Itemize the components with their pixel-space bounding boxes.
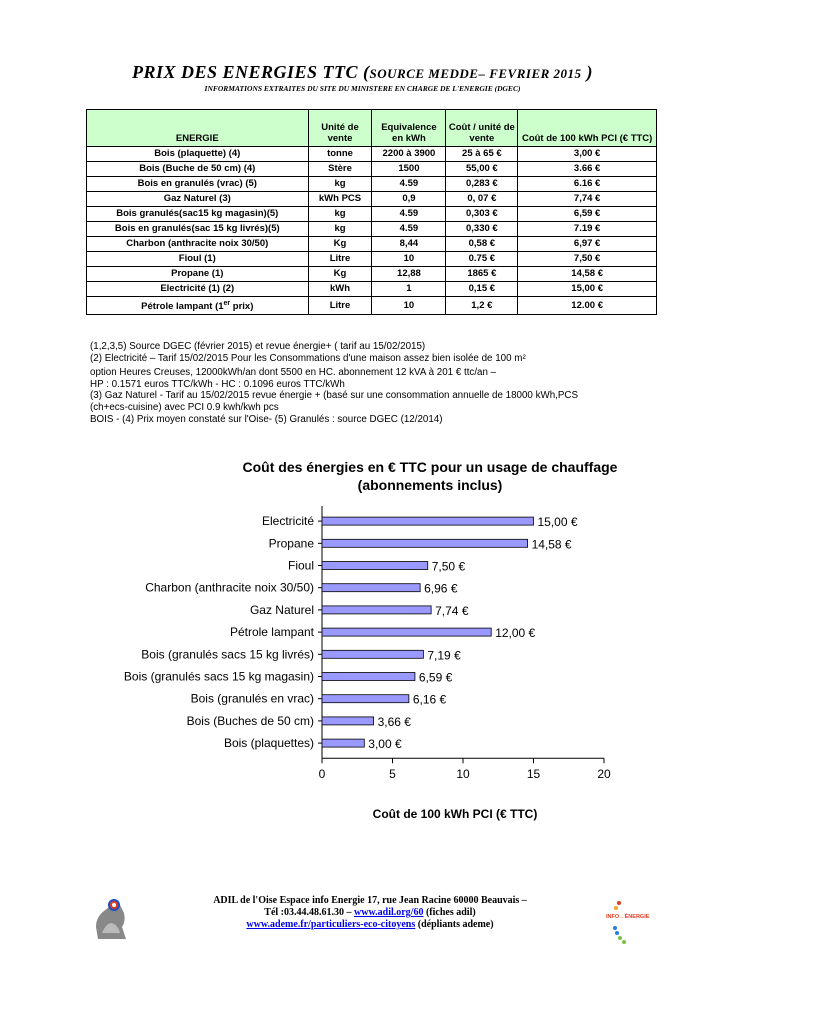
table-cell: 1 — [372, 282, 446, 297]
data-label: 7,74 € — [435, 603, 469, 618]
table-cell: 6.16 € — [518, 177, 657, 192]
table-cell: 0,303 € — [446, 207, 518, 222]
table-cell: 1,2 € — [446, 297, 518, 315]
table-cell: 55,00 € — [446, 162, 518, 177]
table-cell: 7.19 € — [518, 222, 657, 237]
table-cell: 3.66 € — [518, 162, 657, 177]
note-line: (2) Electricité – Tarif 15/02/2015 Pour les Consommations d'une maison assez bien isolée de 100 m² — [90, 352, 526, 364]
table-cell: Bois (Buche de 50 cm) (4) — [87, 162, 309, 177]
header-equivalence: Equivalence en kWh — [372, 110, 446, 147]
table-row — [87, 282, 657, 297]
table-cell: 12.00 € — [518, 297, 657, 315]
category-label: Charbon (anthracite noix 30/50) — [145, 580, 314, 595]
bar — [322, 584, 420, 592]
category-label: Propane — [268, 536, 314, 551]
header-cout-100kwh: Coût de 100 kWh PCI (€ TTC) — [518, 110, 657, 147]
category-label: Fioul — [287, 558, 314, 573]
footer — [130, 895, 610, 931]
note-line: (1,2,3,5) Source DGEC (février 2015) et revue énergie+ ( tarif au 15/02/2015) — [90, 341, 426, 352]
table-cell: 14,58 € — [518, 267, 657, 282]
table-cell: Litre — [308, 252, 372, 267]
data-label: 3,66 € — [377, 714, 411, 729]
table-cell: kg — [308, 207, 372, 222]
x-tick-label: 15 — [526, 767, 541, 782]
footnotes — [90, 341, 650, 425]
header-energie: ENERGIE — [87, 110, 309, 147]
table-cell: 2200 à 3900 — [372, 147, 446, 162]
table-cell: 4.59 — [372, 207, 446, 222]
table-row — [87, 252, 657, 267]
category-label: Gaz Naturel — [249, 602, 314, 617]
category-label: Bois (granulés en vrac) — [190, 691, 314, 706]
x-axis-label: Coût de 100 kWh PCI (€ TTC) — [372, 807, 538, 821]
table-cell: 12,88 — [372, 267, 446, 282]
prices-table — [86, 109, 657, 315]
table-row — [87, 162, 657, 177]
info-energie-logo — [605, 900, 650, 949]
table-cell: Bois (plaquette) (4) — [87, 147, 309, 162]
table-cell: 6,59 € — [518, 207, 657, 222]
footer-contact: Tél :03.44.48.61.30 – www.adil.org/60 (fiches adil) — [264, 907, 476, 918]
table-cell: kWh PCS — [308, 192, 372, 207]
table-cell: 25 à 65 € — [446, 147, 518, 162]
header-unite: Unité de vente — [308, 110, 372, 147]
table-row — [87, 147, 657, 162]
table-cell: 0.75 € — [446, 252, 518, 267]
table-row — [87, 222, 657, 237]
table-cell: 0,283 € — [446, 177, 518, 192]
table-cell: 3,00 € — [518, 147, 657, 162]
table-cell: kWh — [308, 282, 372, 297]
bar — [322, 739, 364, 747]
table-cell: 7,50 € — [518, 252, 657, 267]
table-header-row — [87, 110, 657, 147]
table-cell: Charbon (anthracite noix 30/50) — [87, 237, 309, 252]
x-tick-label: 20 — [597, 767, 611, 782]
bar — [322, 539, 528, 547]
table-cell: Kg — [308, 237, 372, 252]
x-tick-label: 5 — [389, 767, 396, 782]
category-label: Bois (plaquettes) — [223, 736, 314, 751]
ademe-link[interactable]: www.ademe.fr/particuliers-eco-citoyens — [246, 919, 416, 930]
chart-plot — [85, 455, 645, 805]
data-label: 12,00 € — [495, 626, 536, 641]
note-line: (ch+ecs-cuisine) avec PCI 0.9 kwh/kwh pcs — [90, 401, 279, 413]
table-cell: 4.59 — [372, 177, 446, 192]
page-title: PRIX DES ENERGIES TTC (SOURCE MEDDE– FEVRIER 2015 ) — [131, 62, 594, 82]
bar — [322, 717, 374, 725]
note-line: (3) Gaz Naturel - Tarif au 15/02/2015 revue énergie + (basé sur une consommation annuelle de 18000 kWh,PCS — [90, 390, 579, 402]
table-cell: Bois granulés(sac15 kg magasin)(5) — [87, 207, 309, 222]
data-label: 15,00 € — [537, 515, 578, 530]
bar — [322, 673, 415, 681]
table-cell: Bois en granulés(sac 15 kg livrés)(5) — [87, 222, 309, 237]
footer-address: ADIL de l'Oise Espace info Energie 17, rue Jean Racine 60000 Beauvais – — [213, 895, 527, 906]
table-cell: kg — [308, 222, 372, 237]
table-cell: Electricité (1) (2) — [87, 282, 309, 297]
bar — [322, 695, 409, 703]
bar — [322, 562, 428, 570]
table-cell: 0, 07 € — [446, 192, 518, 207]
adil-link[interactable]: www.adil.org/60 — [354, 907, 424, 918]
data-label: 7,50 € — [431, 559, 466, 574]
table-cell: 8,44 — [372, 237, 446, 252]
table-cell: 0,330 € — [446, 222, 518, 237]
x-tick-label: 10 — [456, 767, 470, 782]
table-cell: Fioul (1) — [87, 252, 309, 267]
category-label: Electricité — [261, 514, 314, 529]
data-label: 6,96 € — [424, 581, 458, 596]
x-tick-label: 0 — [318, 767, 326, 782]
table-cell: kg — [308, 177, 372, 192]
table-cell: Bois en granulés (vrac) (5) — [87, 177, 309, 192]
note-line: HP : 0.1571 euros TTC/kWh - HC : 0.1096 euros TTC/kWh — [90, 378, 345, 390]
table-cell: 4.59 — [372, 222, 446, 237]
table-cell: 15,00 € — [518, 282, 657, 297]
data-label: 7,19 € — [427, 648, 461, 663]
bar — [322, 628, 491, 636]
table-cell: 10 — [372, 252, 446, 267]
table-row — [87, 207, 657, 222]
category-label: Bois (granulés sacs 15 kg livrés) — [141, 647, 314, 662]
adil-logo — [92, 893, 128, 946]
table-cell: 1500 — [372, 162, 446, 177]
table-row — [87, 177, 657, 192]
info-energie-text: INFO→ÉNERGIE — [606, 914, 650, 920]
data-label: 3,00 € — [368, 737, 402, 752]
note-line: option Heures Creuses, 12000kWh/an dont 5500 en HC. abonnement 12 kVA à 201 € ttc/an – — [90, 367, 497, 379]
header-cout-unite: Coût / unité de vente — [446, 110, 518, 147]
table-cell: tonne — [308, 147, 372, 162]
table-cell: 6,97 € — [518, 237, 657, 252]
bar — [322, 517, 534, 525]
chart-title: Coût des énergies en € TTC pour un usage de chauffage (abonnements inclus) — [242, 459, 618, 493]
bar — [322, 606, 431, 614]
footer-ademe: www.ademe.fr/particuliers-eco-citoyens (dépliants ademe) — [246, 919, 494, 930]
note-line: BOIS - (4) Prix moyen constaté sur l'Oise- (5) Granulés : source DGEC (12/2014) — [90, 413, 443, 425]
category-label: Bois (Buches de 50 cm) — [186, 713, 314, 728]
title-source: SOURCE MEDDE– FEVRIER 2015 — [369, 66, 582, 81]
category-label: Bois (granulés sacs 15 kg magasin) — [123, 669, 314, 684]
table-cell: 1865 € — [446, 267, 518, 282]
table-cell: 7,74 € — [518, 192, 657, 207]
table-row — [87, 267, 657, 282]
bar — [322, 650, 423, 658]
table-cell: Gaz Naturel (3) — [87, 192, 309, 207]
page-subtitle: INFORMATIONS EXTRAITES DU SITE DU MINISTERE EN CHARGE DE L'ENERGIE (DGEC) — [204, 84, 521, 93]
data-label: 14,58 € — [531, 537, 572, 552]
table-cell: Propane (1) — [87, 267, 309, 282]
table-cell: 10 — [372, 297, 446, 315]
data-label: 6,16 € — [412, 692, 447, 707]
cost-chart — [85, 455, 645, 835]
table-row — [87, 192, 657, 207]
table-row — [87, 237, 657, 252]
table-cell: Kg — [308, 267, 372, 282]
table-row — [87, 297, 657, 315]
table-cell: Pétrole lampant (1er prix) — [87, 297, 309, 315]
table-cell: Stère — [308, 162, 372, 177]
table-cell: 0,15 € — [446, 282, 518, 297]
data-label: 6,59 € — [418, 670, 453, 685]
table-cell: Litre — [308, 297, 372, 315]
category-label: Pétrole lampant — [229, 625, 314, 640]
table-cell: 0,9 — [372, 192, 446, 207]
table-cell: 0,58 € — [446, 237, 518, 252]
